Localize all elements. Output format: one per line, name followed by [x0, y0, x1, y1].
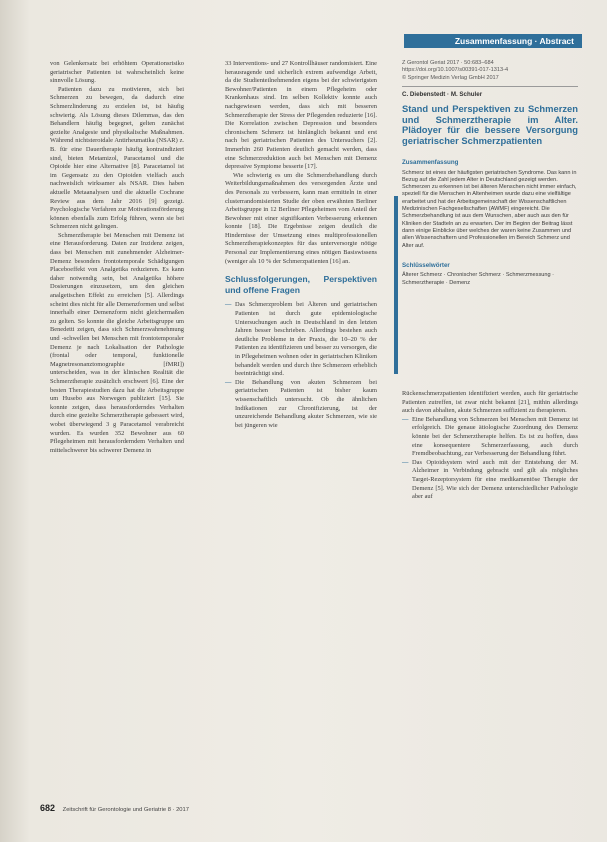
body-paragraph: Wie schwierig es um die Schmerzbehandlung durch Weiterbildungsmaßnahmen des versorgenden Ärzte und des Personals zu verbessern, kann man ermitteln in einer clusterrandomisierten Studie der oben erwähnten Berliner Arbeitsgruppe in 12 Berliner Pflegeheimen vom Anteil der Bewohner mit einer signifikanten Verbesserung erkennen konnte [18]. Die Ergebnisse zeigen deutlich die Hindernisse der Umsetzung eines multiprofessionellen Schmerztherapiekonzeptes für das unterversorgte nötige Personal zur Implementierung eines nötigen Basiswissens (weniger als 10 % der Schmerzpatienten [16] an. — [225, 171, 377, 265]
body-paragraph: Schmerztherapie bei Menschen mit Demenz ist eine Herausforderung. Daten zur Inzidenz zeigen, dass bei Menschen mit zunehmender Alzheimer-Demenz besonders frontotemporale Schädigungen Placeboeffekt von Analgetika reduzieren. Es kann daher notwendig sein, bei Analgetika höhere Dosierungen einzusetzen, um den gleichen analgetischen Effekt zu erreichen [5]. Allerdings scheint dies nicht für alle Demenzformen und selbst innerhalb einer Demenzform nicht gleichermaßen zu gelten. So konnte die gleiche Arbeitsgruppe um Benedetti zeigen, dass sich Schmerzwahrnehmung und -schwellen bei Menschen mit frontotemporaler Demenz je nach Lokalisation der Pathologie (frontal oder temporal, funktionelle Magnetresonanztomographie [fMRI]) unterscheiden, was in der klinischen Realität die Schmerztherapie zusätzlich erschwert [6]. Eine der besten Therapiestudien dazu hat die Arbeitsgruppe um Husebo aus Norwegen publiziert [15]. Sie konnte zeigen, dass herausforderndes Verhalten durch eine gezielte Schmerztherapie gebessert wird, wobei überwiegend 3 g Paracetamol verabreicht wurden. Es wurden 352 Bewohner aus 60 Pflegeheimen mit herausforderndem Verhalten und mittelschwerer bis schwerer Demenz in — [50, 231, 184, 454]
keywords-heading: Schlüsselwörter — [402, 261, 450, 269]
column-middle — [225, 60, 377, 430]
doi-line: https://doi.org/10.1007/s00391-017-1313-4 — [402, 67, 509, 74]
authors: C. Diebenstedt · M. Schuler — [402, 91, 483, 99]
conclusion-list-continued — [402, 416, 578, 502]
journal-name: Zeitschrift für Gerontologie und Geriatrie 8 · 2017 — [62, 807, 189, 813]
page-number: 682 — [40, 803, 56, 813]
keywords-text: Älterer Schmerz · Chronischer Schmerz · Schmerzmessung · Schmerztherapie · Demenz — [402, 272, 555, 286]
body-paragraph: 33 Interventions- und 27 Kontrollhäuser randomisiert. Eine herausragende und sicherlich extrem aufwendige Arbeit, da die Studienteilnehmenden eigens bei der schwierigsten Bewohner/Patienten in einem Pflegeheim oder Krankenhaus sind. Im selben Kollektiv konnte auch nachgewiesen werden, dass sich mit besseren Schmerztherapie der Stress der Pflegenden reduzierte [16]. Die Korrelation zwischen Depression und besonders chronischem Schmerz ist hinlänglich bekannt und erst nach bei geriatrischen Patienten des Untersuchers [2]. Immerhin 260 Patienten deutlich gemacht werden, dass eine Schmerzreduktion auch bei Menschen mit Demenz depressive Symptome besserte [17]. — [225, 60, 377, 171]
body-paragraph: Patienten dazu zu motivieren, sich bei Schmerzen zu bewegen, da dadurch eine Schmerzlinderung zu erzielen ist, ist häufig schwierig. Als Lösung dieses Dilemmas, das den Behandlern häufig begegnet, gelten zunächst gezielte Analgesie und physikalische Maßnahmen. Während nichtsteroidale Antirheumatika (NSAR) z. B. für eine Dauertherapie häufig kontraindiziert sind, bieten Metamizol, Paracetamol und die Opioide hier eine Alternative [8]. Paracetamol ist im Gegensatz zu den Opioiden vielfach auch nachweislich wirksamer als NSAR. Dies haben aktuelle Metaanalysen und die aktuelle Cochrane Review aus dem Jahr 2016 [9] gezeigt. Psychologische Verfahren zur Motivationsförderung können ebenfalls zum Erfolg führen, wenn sie bei Schmerzen nicht gelingen. — [50, 85, 184, 231]
abstract-accent-bar — [394, 196, 398, 374]
summary-text: Schmerz ist eines der häufigsten geriatrischen Syndrome. Das kann in Bezug auf die Zahl jedem Alter in Deutschland gezeigt werden. Schmerzen zu erkennen ist bei älteren Menschen nicht immer einfach, speziell für die Menschen in Altenheimen wurde dazu eine vielfältige erarbeitet und hat der Arbeitsgemeinschaft der Wissenschaftlichen Medizinischen Fachgesellschaften (AWMF) eingereicht. Die Schmerzbehandlung ist aus dem Wunschen, aber auch aus den für Kliniken der Stadteln an zu erwarten. Der im Beginn der Beitrag lässt dann einige Einblicke über welches der waren keine Zusammen und allen Wissenschaftern und Professionellen im Bereich Schmerz und Alter auf. — [402, 169, 577, 249]
copyright-line: © Springer Medizin Verlag GmbH 2017 — [402, 74, 499, 81]
article-title: Stand und Perspektiven zu Schmerzen und Schmerztherapie im Alter. Plädoyer für die bessere Versorgung geriatrischer Schmerzpatienten — [402, 102, 578, 147]
summary-heading: Zusammenfassung — [402, 159, 459, 166]
list-item: — Das Schmerzproblem bei Älteren und geriatrischen Patienten ist durch gute epidemiologische Untersuchungen auch in Deutschland in den letzten Jahren besser beschrieben. Allerdings bestehen auch deutliche Probleme in der Praxis, die 10–20 % der Patienten zu identifizieren und besser zu versorgen, die in Pflegeheimen wohnen oder in geriatrischen Kliniken behandelt werden und durch ihre Schmerzen erheblich beeinträchtigt sind. — [225, 301, 377, 378]
section-header-bar: Zusammenfassung · Abstract — [404, 34, 582, 48]
body-paragraph: von Gelenkersatz bei erhöhtem Operationsrisiko geriatrischer Patienten ist wahrscheinlich keine sinnvolle Lösung. — [50, 60, 184, 85]
column-right-body — [402, 390, 578, 502]
citation-line: Z Gerontol Geriat 2017 · 50:683–684 — [402, 60, 494, 66]
column-left — [50, 60, 184, 455]
list-item: — Die Behandlung von akuten Schmerzen bei geriatrischen Patienten ist bisher kaum wissenschaftlich untersucht. Ob die ähnlichen Indikationen zur Chronifizierung, ist der unzureichende Behandlung akuter Schmerzen, wie sie bei jüngeren wie — [225, 379, 377, 431]
list-item: — Eine Behandlung von Schmerzen bei Menschen mit Demenz ist erfolgreich. Die genaue ätiologische Zuordnung des Demenz könnte bei der Schmerztherapie helfen. Es ist zu hoffen, dass eine konsequentere Schmerzerfassung, auch durch Fremdbeobachtung, zur Verbesserung der Behandlung führt. — [402, 416, 578, 459]
divider — [402, 86, 578, 87]
column-right-abstract — [402, 60, 578, 287]
conclusion-list — [225, 301, 377, 430]
list-item: — Das Opioidsystem wird auch mit der Entstehung der M. Alzheimer in Verbindung gebracht und gilt als mögliches Target-Rezeptorsystem für eine medikamentöse Therapie der Demenz [5]. Wie sich der Demenz unterschiedlicher Pathologie aber auf — [402, 459, 578, 502]
page-footer — [40, 803, 189, 813]
body-paragraph: Rückenschmerzpatienten identifiziert werden, auch für geriatrische Patienten zutreffen, ist zwar nicht bekannt [21], mithin allerdings auch davon abhalten, akute Schmerzen suffizient zu therapieren. — [402, 390, 578, 415]
section-heading: Schlussfolgerungen, Perspektiven und offene Fragen — [225, 274, 377, 295]
